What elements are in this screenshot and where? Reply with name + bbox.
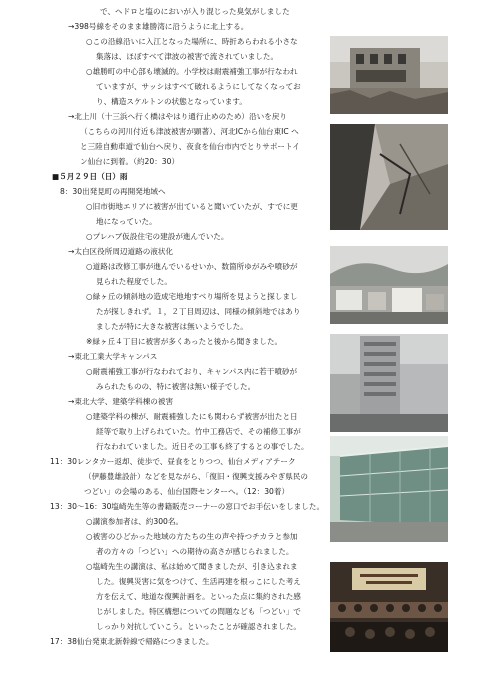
text-line: つどい」の会場のある、仙台国際センターへ。（12：30着）	[84, 487, 290, 496]
text-line: ○緑ヶ丘の傾斜地の造成宅地地すべり場所を見ようと探しまし	[86, 292, 298, 301]
text-line: ○建築学科の棟が、耐震補強したにも関わらず被害が出たと日	[86, 412, 298, 421]
photo-lecture-hall	[330, 562, 448, 652]
text-line: 集落は、ほぼすべて津波の被害で流されていました。	[96, 52, 279, 61]
text-line: じがしました。特区構想についての問題なども「つどい」で	[96, 607, 301, 616]
text-line: と三陸自動車道で仙台へ戻り、夜食を仙台市内でとりサポートイ	[80, 142, 300, 151]
text-line: り、構造スケルトンの状態となっています。	[96, 97, 247, 106]
text-line: →398号線をそのまま雄勝湾に沿うように北上する。	[68, 22, 249, 31]
text-line: ■５月２９日（日）雨	[52, 172, 128, 181]
photo-glass-building	[330, 436, 448, 542]
text-line: →東北大学、建築学科棟の被害	[68, 397, 174, 406]
text-line: ○雄勝町の中心部も壊滅的。小学校は耐震補強工事が行なわれ	[86, 67, 298, 76]
text-line: 者の方々の「つどい」への期待の高さが感じられました。	[96, 547, 294, 556]
text-line: ○プレハブ仮設住宅の建設が進んでいた。	[86, 232, 229, 241]
text-line: （こちらの河川付近も津波被害が顕著）、河北ICから仙台東IC へ	[80, 127, 299, 136]
text-line: ましたが特に大きな被害は無いようでした。	[96, 322, 248, 331]
text-line: みられたものの、特に被害は無い様子でした。	[96, 382, 256, 391]
text-line: ○被害のひどかった地域の方たちの生の声や持つチカラと参加	[86, 532, 298, 541]
text-line: 見られた程度でした。	[96, 277, 172, 286]
text-line: 方を伝えて、地道な復興計画を。といった点に集約された感	[96, 592, 301, 601]
text-line: ○旧市街地エリアに被害が出ていると聞いていたが、すでに更	[86, 202, 298, 211]
text-line: →太白区役所周辺道路の液状化	[68, 247, 174, 256]
photo-ruined-building	[330, 36, 448, 114]
text-line: 行なわれていました。近日その工事も終了するとの事でした。	[96, 442, 309, 451]
text-line: ○耐震補強工事が行なわれており、キャンパス内に若干噴砂が	[86, 367, 298, 376]
text-line: 8：30出発見町の再開発地域へ	[60, 187, 166, 196]
text-line: （伊藤豊雄設計）などを見ながら、「復旧・復興支援みやぎ県民の	[84, 472, 309, 481]
text-line: たが探しきれず。１，２丁目周辺は、同様の傾斜地ではあり	[96, 307, 301, 316]
text-line: ※緑ヶ丘４丁目に被害が多くあったと後から聞きました。	[86, 337, 283, 346]
text-line: ○この沿線沿いに入江となった場所に、時折あらわれる小さな	[86, 37, 298, 46]
text-line: ○講演参加者は、約300名。	[86, 517, 184, 526]
text-line: 経等で取り上げられていた。竹中工務店で、その補修工事が	[96, 427, 301, 436]
photo-collapsed-structure	[330, 124, 448, 230]
text-line: ていますが、サッシはすべて破れるようにしてなくなってお	[96, 82, 301, 91]
photo-university-building	[330, 334, 448, 432]
text-line: 13：30〜16：30塩崎先生等の書籍販売コーナーの窓口でお手伝いをしました。	[50, 502, 325, 511]
text-line: →北上川（十三浜へ行く橋はやはり通行止めのため）沿いを戻り	[68, 112, 287, 121]
text-line: 11：30レンタカー返却、徒歩で、昼食をとりつつ、仙台メディアテーク	[50, 457, 296, 466]
photo-town-hills	[330, 246, 448, 324]
text-line: で、ヘドロと塩のにおいが入り混じった臭気がしました	[100, 7, 290, 16]
text-line: 17：38仙台発東北新幹線で帰路につきました。	[50, 637, 214, 646]
text-line: ○道路は改修工事が進んでいるせいか、数箇所ゆがみや噴砂が	[86, 262, 298, 271]
text-line: しっかり対抗していこう。といったことが確認されました。	[96, 622, 302, 631]
text-line: ン仙台に到着。（約20：30）	[80, 157, 180, 166]
text-line: ○塩崎先生の講演は、私は始めて聞きましたが、引き込まれま	[86, 562, 298, 571]
text-line: した。復興災害に気をつけて、生活再建を根っこにした考え	[96, 577, 301, 586]
text-line: 地になっていた。	[96, 217, 157, 226]
text-line: →東北工業大学キャンパス	[68, 352, 158, 361]
